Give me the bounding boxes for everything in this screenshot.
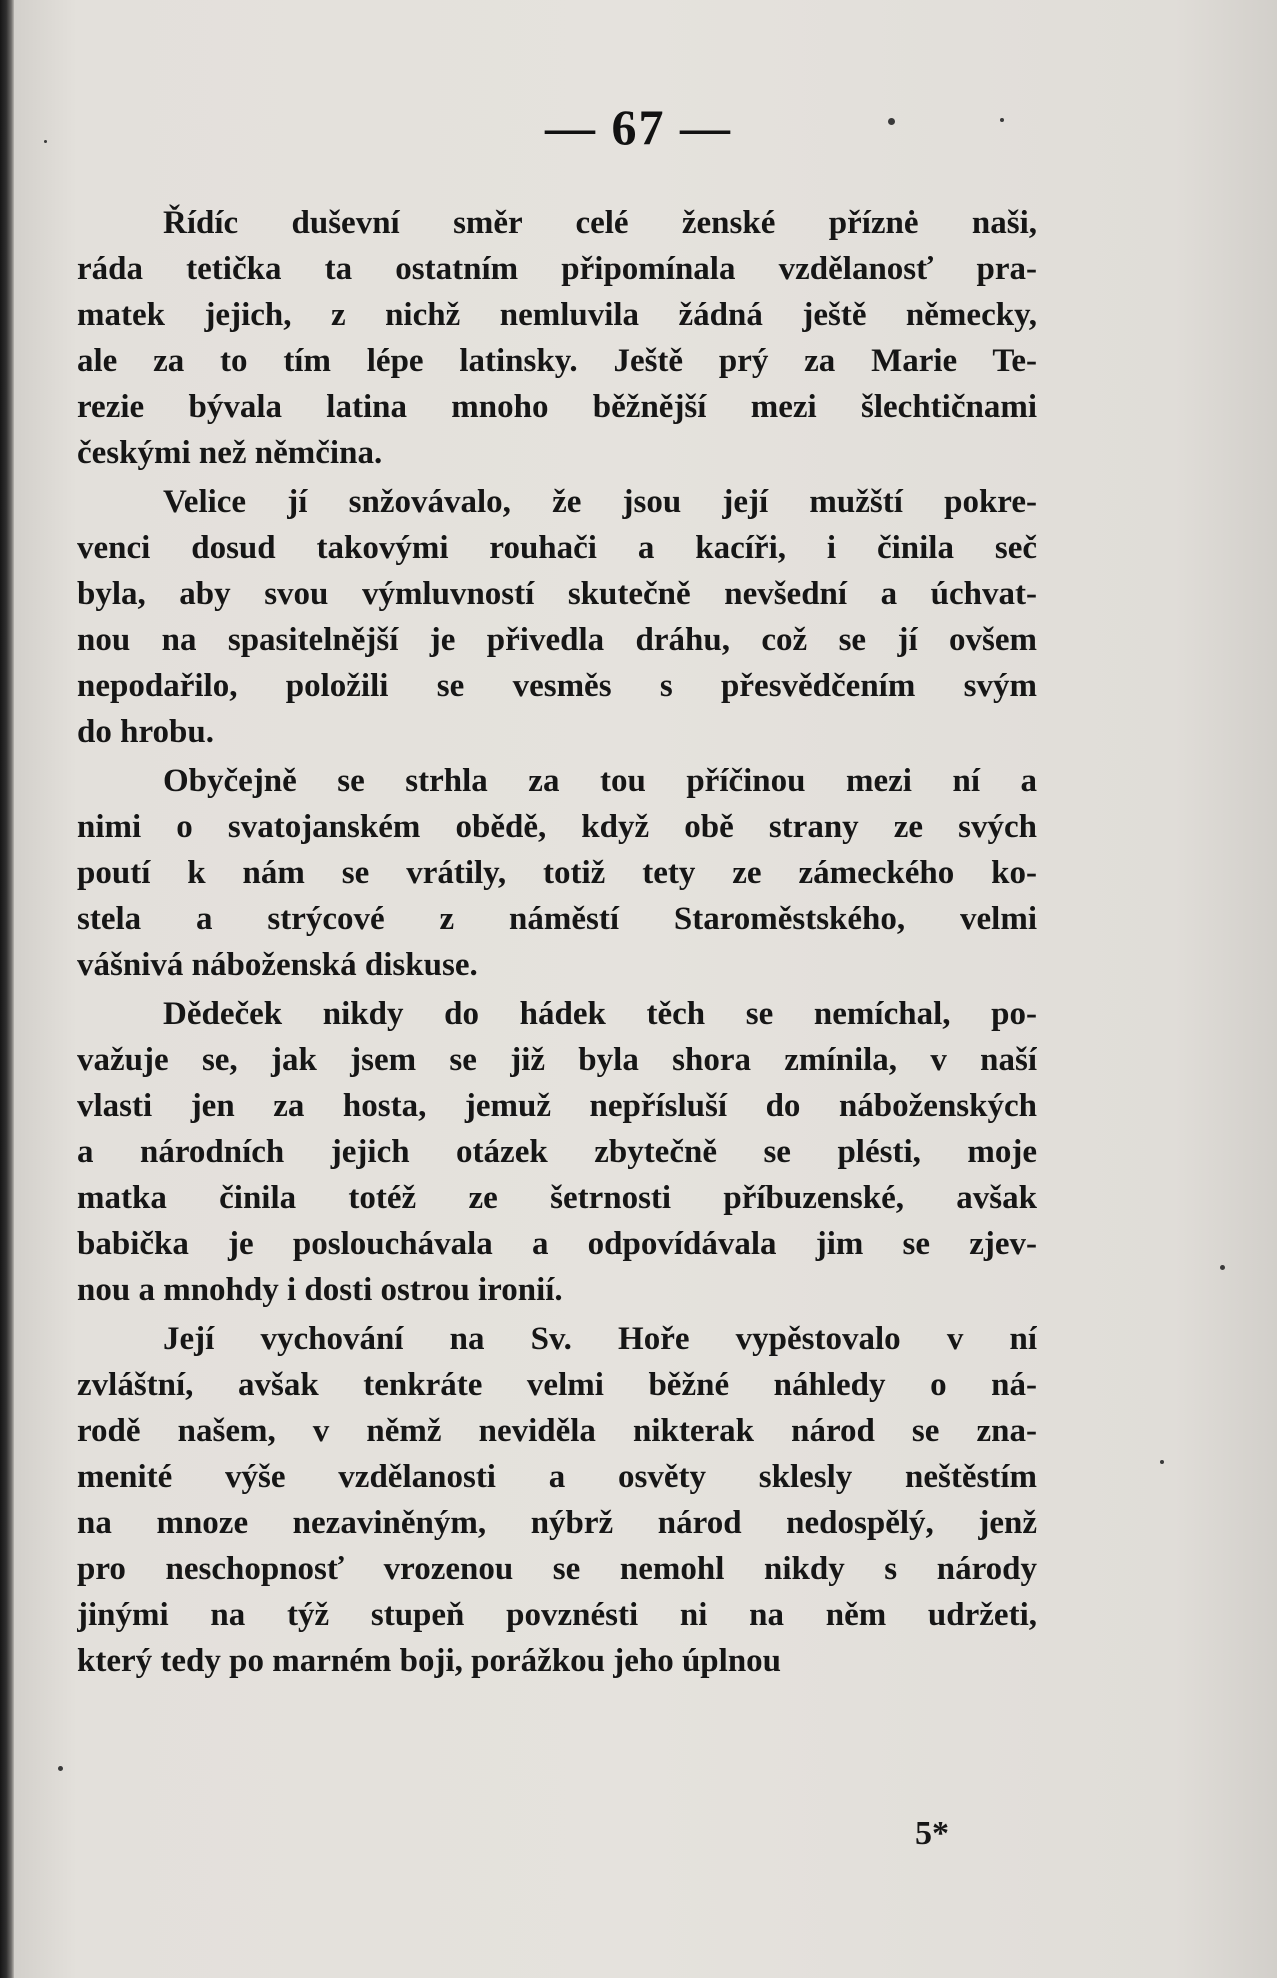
text-line: nepodařilo, položili se vesměs s přesvědčením svým: [77, 668, 1037, 704]
text-line: venci dosud takovými rouhači a kacíři, i činila seč: [77, 530, 1037, 566]
printer-signature-mark: 5*: [915, 1815, 949, 1852]
text-line: matek jejich, z nichž nemluvila žádná ještě německy,: [77, 297, 1037, 333]
paragraph-2: [77, 479, 1037, 755]
text-line: zvláštní, avšak tenkráte velmi běžné náhledy o ná-: [77, 1367, 1037, 1403]
text-line: na mnoze nezaviněným, nýbrž národ nedospělý, jenž: [77, 1505, 1037, 1541]
text-line: který tedy po marném boji, porážkou jeho úplnou: [77, 1643, 782, 1679]
paragraph-1: [77, 200, 1037, 476]
paragraph-4: [77, 991, 1037, 1313]
text-line: Řídíc duševní směr celé ženské příznė naši,: [163, 205, 1037, 241]
text-line: poutí k nám se vrátily, totiž tety ze zámeckého ko-: [77, 855, 1037, 891]
text-line: nimi o svatojanském obědě, když obě strany ze svých: [77, 809, 1037, 845]
text-line: nou na spasitelnější je přivedla dráhu, což se jí ovšem: [77, 622, 1037, 658]
print-speck: [1220, 1265, 1225, 1270]
text-line: byla, aby svou výmluvností skutečně nevšední a úchvat-: [77, 576, 1037, 612]
text-line: a národních jejich otázek zbytečně se plésti, moje: [77, 1134, 1037, 1170]
text-line: babička je poslouchávala a odpovídávala jim se zjev-: [77, 1226, 1037, 1262]
text-line: stela a strýcové z náměstí Staroměstského, velmi: [77, 901, 1037, 937]
page-binding-shadow: [0, 0, 14, 1978]
text-line: menité výše vzdělanosti a osvěty sklesly neštěstím: [77, 1459, 1037, 1495]
paragraph-5: [77, 1316, 1037, 1684]
text-line: važuje se, jak jsem se již byla shora zmínila, v naší: [77, 1042, 1037, 1078]
text-line: rezie bývala latina mnoho běžnější mezi šlechtičnami: [77, 389, 1037, 425]
text-line: Obyčejně se strhla za tou příčinou mezi ní a: [163, 763, 1037, 799]
paragraph-3: [77, 758, 1037, 988]
text-line: českými než němčina.: [77, 435, 383, 471]
text-line: Její vychování na Sv. Hoře vypěstovalo v ní: [163, 1321, 1037, 1357]
print-speck: [1160, 1460, 1164, 1464]
print-speck: [58, 1766, 63, 1771]
text-line: Dědeček nikdy do hádek těch se nemíchal, po-: [163, 996, 1037, 1032]
text-line: do hrobu.: [77, 714, 214, 750]
text-line: rodě našem, v němž neviděla nikterak národ se zna-: [77, 1413, 1037, 1449]
body-text: [77, 200, 1037, 1687]
text-line: ale za to tím lépe latinsky. Ještě prý za Marie Te-: [77, 343, 1037, 379]
text-line: jinými na týž stupeň povznésti ni na něm udržeti,: [77, 1597, 1037, 1633]
page-number: — 67 —: [545, 99, 732, 155]
text-line: pro neschopnosť vrozenou se nemohl nikdy s národy: [77, 1551, 1037, 1587]
text-line: ráda tetička ta ostatním připomínala vzdělanosť pra-: [77, 251, 1037, 287]
text-line: vášnivá náboženská diskuse.: [77, 947, 478, 983]
text-line: matka činila totéž ze šetrnosti příbuzenské, avšak: [77, 1180, 1037, 1216]
text-line: nou a mnohdy i dosti ostrou ironií.: [77, 1272, 563, 1308]
text-line: Velice jí snžovávalo, že jsou její mužští pokre-: [163, 484, 1037, 520]
text-line: vlasti jen za hosta, jemuž nepřísluší do náboženských: [77, 1088, 1037, 1124]
